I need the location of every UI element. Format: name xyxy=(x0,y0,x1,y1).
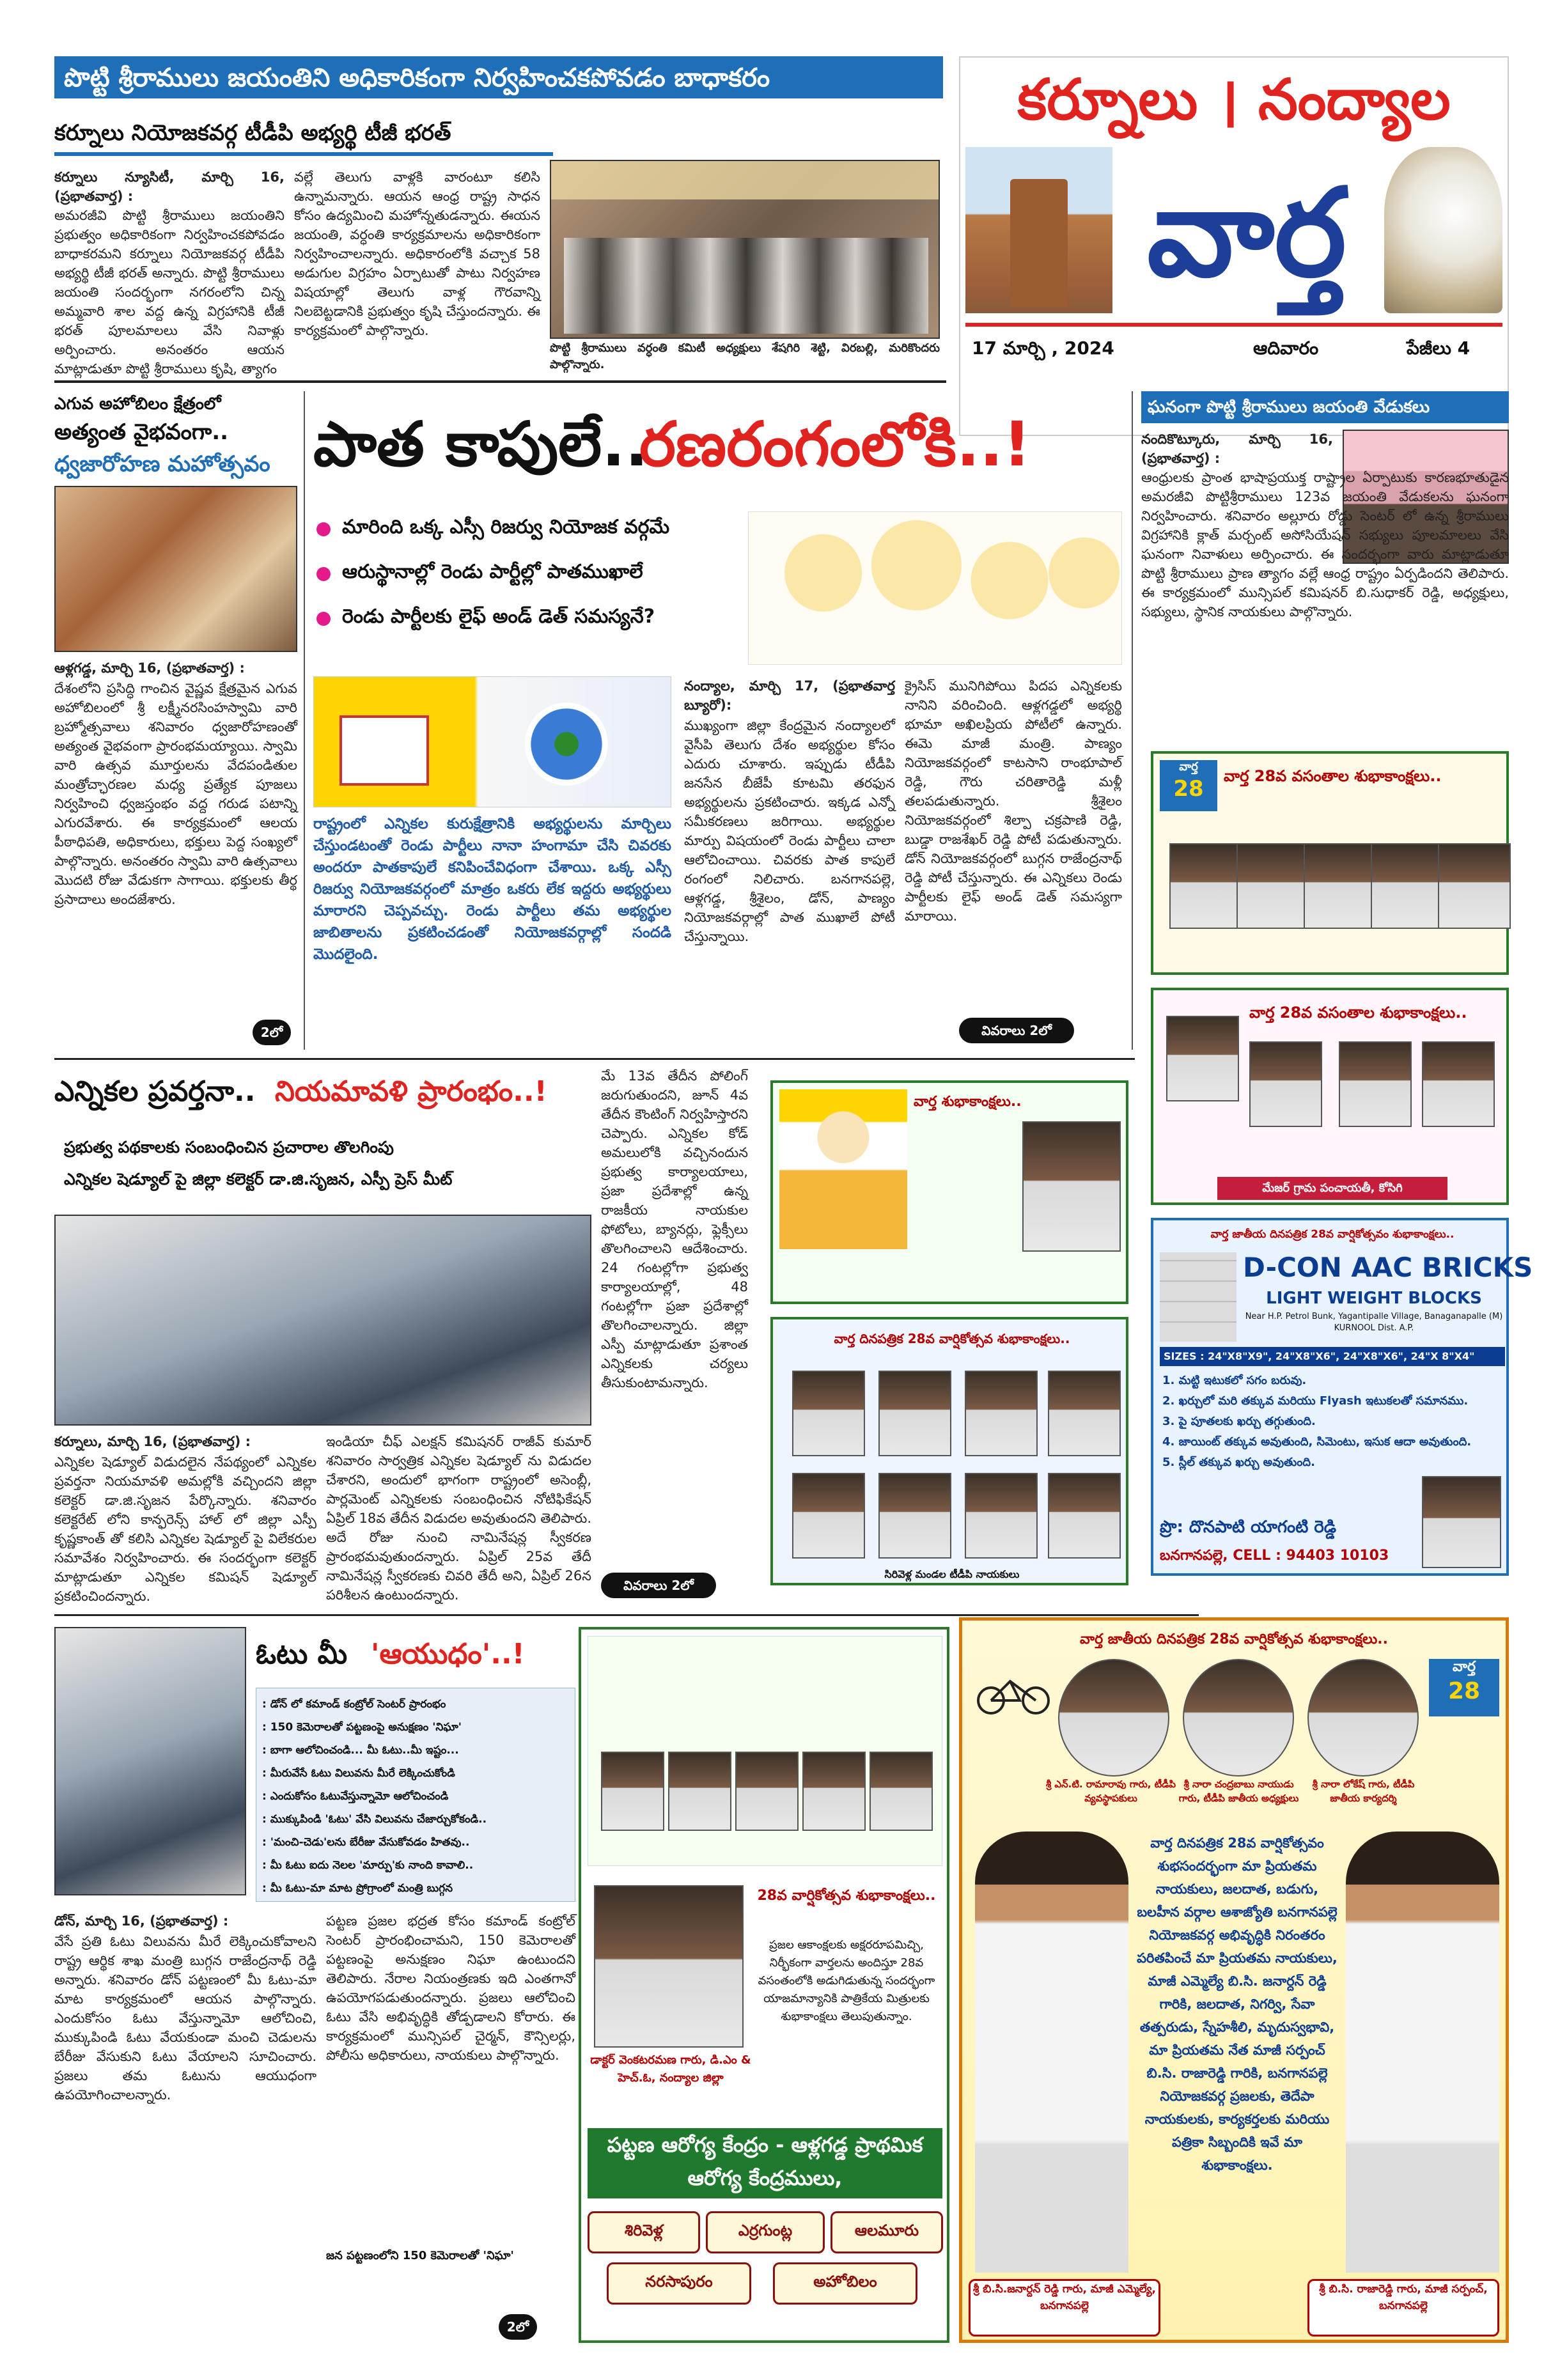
bricks-sizes: SIZES : 24"X8"X9", 24"X8"X6", 24"X8"X6", 24"X 8"X4" xyxy=(1160,1347,1505,1366)
big-badge xyxy=(1429,1659,1499,1716)
vote-headline-red: 'ఆయుధం'..! xyxy=(371,1638,525,1670)
bricks-point-3: 3. పై పూతలకు ఖర్చు తగ్గుతుంది. xyxy=(1162,1415,1316,1428)
ad1-person-2 xyxy=(1236,843,1309,929)
right-story-title: ఘనంగా పొట్టి శ్రీరాములు జయంతి వేడుకలు xyxy=(1141,391,1509,423)
top-banner-text: పొట్టి శ్రీరాములు జయంతిని అధికారికంగా నిర్వహించకపోవడం బాధాకరం xyxy=(64,63,770,93)
badge-text: వార్త xyxy=(1179,760,1198,774)
lead-dateline: నంద్యాల, మార్చి 17, (ప్రభాతవార్త బ్యూరో): xyxy=(684,678,895,713)
vote-subhead: జన పట్టణంలోని 150 కెమెరాలతో 'నిఘా' xyxy=(326,2249,514,2262)
top-divider xyxy=(54,380,946,383)
top-subhead-rule xyxy=(54,152,553,156)
big-message: వార్త దినపత్రిక 28వ వార్షికోత్సవం శుభసందర్భంగా మా ప్రియతమ నాయకులు, జలదాత, బడుగు, బలహీన వర్గాల ఆశాజ్యోతి బనగానపల్లె నియోజకవర్గ అభివృద్ధికి నిరంతరం పరితపించే మా ప్రియతమ నాయకులు, మాజీ ఎమ్మెల్యే బి.సి. జనార్దన్ రెడ్డి గారికి, జలదాత, నిగర్వి, సేవా తత్పరుడు, స్నేహశీలి, మృదుస్వభావి, మా ప్రియతమ నేత మాజీ సర్పంచ్ బి.సి. రాజారెడ్డి గారికి, బనగానపల్లె నియోజకవర్గ ప్రజలకు, తెదేపా నాయకులకు, కార్యకర్తలకు మరియు పత్రికా సిబ్బందికి ఇవే మా శుభాకాంక్షలు. xyxy=(1137,1835,1338,2173)
health-person-1 xyxy=(601,1752,664,1831)
ad-greetings-3 xyxy=(770,1080,1128,1304)
health-person-2 xyxy=(668,1752,731,1831)
vote-point-8: : మీ ఓటు ఐదు నెలల 'మార్పు'కు నాంది కావాలి.. xyxy=(262,1859,474,1872)
leader-caption-3: శ్రీ నారా లోకేష్ గారు, టీడీపి జాతీయ కార్యదర్శి xyxy=(1312,1778,1415,1804)
bricks-point-2: 2. ఖర్చులో మరి తక్కువ మరియు Flyash ఇటుకలతో సమానము. xyxy=(1162,1394,1469,1408)
bricks-point-5: 5. స్లీల్ తక్కువ ఖర్చు అవుతుంది. xyxy=(1162,1456,1315,1469)
ad4-person-1 xyxy=(792,1371,865,1456)
ad4-person-3 xyxy=(965,1371,1038,1456)
col-rule-left xyxy=(304,391,305,1050)
big-caption-right: శ్రీ బి.సి. రాజారెడ్డి గారు, మాజీ సర్పంచ్, బనగానపల్లె xyxy=(1307,2279,1499,2337)
election-headline-red: నియమావళి ప్రారంభం..! xyxy=(275,1075,547,1108)
health-place-4: నరసాపురం xyxy=(607,2262,751,2305)
health-top-greetings xyxy=(588,1636,942,1866)
top-story-dateline: కర్నూలు న్యూసిటీ, మార్చి 16, (ప్రభాతవార్త) : xyxy=(54,169,285,204)
bullet-dot xyxy=(316,522,331,536)
health-person-4 xyxy=(802,1752,866,1831)
vaartha-badge xyxy=(1160,760,1217,811)
election-top-rule xyxy=(54,1058,1135,1060)
ad2-person-4 xyxy=(1422,1041,1495,1127)
big-badge-num: 28 xyxy=(1447,1678,1481,1704)
left-body: దేశంలోని ప్రసిద్ధి గాంచిన వైష్ణవ క్షేత్రమైన ఎగువ అహోబిలంలో శ్రీ లక్ష్మీనరసింహస్వామి వారి బ్రహ్మోత్సవాలు శనివారం ధ్వజారోహణంతో అత్యంత వైభవంగా ప్రారంభమయ్యాయి. స్వామి వారి ఉత్సవ మూర్తులను వేదపండితుల మంత్రోచ్ఛారణల మధ్య ప్రత్యేక పూజలు నిర్వహించి ధ్వజస్తంభం వద్ద గరుడ పటాన్ని ఎగురవేశారు. ఈ కార్యక్రమంలో ఆలయ పీఠాధిపతి, అధికారులు, భక్తులు పెద్ద సంఖ్యలో పాల్గొన్నారు. అనంతరం స్వామి వారి ఉత్సవాలు మొదటి రోజు వేడుకగా సాగాయి. భక్తులకు తీర్థ ప్రసాదాలు అందజేశారు. xyxy=(54,681,297,907)
left-kicker: ఎగువ అహోబిలం క్షేత్రంలో xyxy=(54,394,221,414)
bricks-owner: ప్రొ: దొనపాటి యాగంటి రెడ్డి xyxy=(1160,1518,1336,1537)
bricks-cell[interactable]: బనగానపల్లె, CELL : 94403 10103 xyxy=(1160,1548,1389,1564)
vote-point-1: : డోన్ లో కమాండ్ కంట్రోల్ సెంటర్ ప్రారంభం xyxy=(262,1698,446,1711)
ad-dcon-bricks xyxy=(1151,1218,1533,1576)
right-body: ఆంధ్రులకు ప్రాంత భాషాప్రయుక్త రాష్ట్రాల ఏర్పాటుకు కారణభూతుడైన అమరజీవి పొట్టిశ్రీరాములు 123వ జయంతి వేడుకలను ఘనంగా నిర్వహించారు. శనివారం అల్లూరు రోడ్డు సెంటర్ లో ఉన్న శ్రీరాములు విగ్రహానికి క్లాత్ మర్చంట్ అసోసియేషన్ సభ్యులు పూలమాలలు వేసి ఘనంగా నివాళులు అర్పించారు. ఈ సందర్భంగా వారు మాట్లాడుతూ పొట్టి శ్రీరాములు ప్రాణ త్యాగం వల్లే ఆంధ్ర రాష్ట్రం ఏర్పడిందని తెలిపారు. ఈ కార్యక్రమంలో మున్సిపల్ కమిషనర్ బి.సుధాకర్ రెడ్డి, అధ్యక్షులు, సభ్యులు, స్థానిక నాయకులు పాల్గొన్నారు. xyxy=(1141,470,1509,619)
col-rule-right xyxy=(1132,391,1133,1050)
leader-caption-2: శ్రీ నారా చంద్రబాబు నాయుడు గారు, టీడీపి జాతీయ అధ్యక్షులు xyxy=(1178,1778,1299,1804)
vote-photo xyxy=(54,1627,246,1895)
health-person-3 xyxy=(735,1752,799,1831)
vote-more[interactable]: 2లో xyxy=(499,2314,537,2340)
election-dateline: కర్నూలు, మార్చి 16, (ప్రభాతవార్త) : xyxy=(54,1434,251,1449)
lead-party-graphic xyxy=(313,676,671,807)
leader-cbn-photo xyxy=(1183,1659,1294,1777)
ad2-person-2 xyxy=(1249,1041,1322,1127)
ad4-footer: సిరివెళ్ల మండల టీడీపి నాయకులు xyxy=(884,1568,1020,1580)
ad1-person-5 xyxy=(1438,843,1511,929)
big-person-right xyxy=(1346,1832,1499,2273)
election-headline-black: ఎన్నికల ప్రవర్తనా.. xyxy=(54,1075,256,1108)
ad4-person-2 xyxy=(878,1371,951,1456)
bricks-sub: LIGHT WEIGHT BLOCKS xyxy=(1266,1289,1482,1308)
ad3-person xyxy=(1022,1121,1121,1252)
health-title: 28వ వార్షికోత్సవ శుభాకాంక్షలు.. xyxy=(757,1888,936,1904)
ad4-person-5 xyxy=(792,1473,865,1559)
vote-point-2: : 150 కెమెరాలతో పట్టణంపై అనుక్షణం 'నిఘా' xyxy=(262,1721,462,1734)
lead-blue-summary: రాష్ట్రంలో ఎన్నికల కురుక్షేత్రానికి అభ్యర్థులను మార్చిలు చేస్తుండటంతో రెండు పార్టీలు నానా హంగామా చేసి చివరకు అందరూ పాతకాపులే కనిపించేవిధంగా చేశాయి. ఒక్క ఎస్సీ రిజర్వు నియోజకవర్గంలో మాత్రం ఒకరు లేక ఇద్దరు అభ్యర్థులు మారారని చెప్పవచ్చు. రెండు పార్టీలు తమ అభ్యర్థుల జాబితాలను ప్రకటించడంతో నియోజకవర్గాల్లో సందడి మొదలైంది. xyxy=(313,816,671,963)
top-story-col1: అమరజీవి పొట్టి శ్రీరాములు జయంతిని ప్రభుత్వం అధికారికంగా నిర్వహించకపోవడం బాధాకరమని కర్నూలు నియోజకవర్గ టీడీపి అభ్యర్థి టీజీ భరత్ అన్నారు. పొట్టి శ్రీరాములు జయంతి సందర్భంగా నగరంలోని చిన్న అమ్మవారి శాల వద్ద ఉన్న విగ్రహానికి టీజీ భరత్ పూలమాలలు వేసి నివాళ్లు అర్పించారు. అనంతరం ఆయన మాట్లాడుతూ పొట్టి శ్రీరాములు కృషి, త్యాగం xyxy=(54,208,285,377)
top-story-col2: వల్లే తెలుగు వాళ్లకి వారంటూ కలిసి ఉన్నామన్నారు. ఆయన ఆంధ్ర రాష్ట్ర సాధన కోసం ఉద్యమించి మహోన్నతుడన్నారు. ఈయన జయంతి, వర్ధంతి కార్యక్రమాలను అధికారికంగా నిర్వహించాలన్నారు. అధికారంలోకి వచ్చాక 58 అడుగుల విగ్రహం ఏర్పాటుతో పాటు నిర్వహణ విషయాల్లో తెలుగు వాళ్ల గౌరవాన్ని నిలబెట్టడానికి ప్రభుత్వం కృషి చేస్తుందన్నారు. ఈ కార్యక్రమంలో పాల్గొన్నారు. xyxy=(294,169,540,338)
ad4-person-8 xyxy=(1048,1473,1121,1559)
election-photo xyxy=(54,1215,591,1426)
leader-ntr-photo xyxy=(1058,1659,1169,1777)
ad1-person-3 xyxy=(1304,843,1377,929)
ad1-person-1 xyxy=(1169,843,1242,929)
vote-point-7: : 'మంచి-చెడు'లను బేరీజు వేసుకోవడం హితవు.. xyxy=(262,1836,470,1849)
leader-lokesh-photo xyxy=(1307,1659,1419,1777)
ad2-title: వార్త 28వ వసంతాల శుభాకాంక్షలు.. xyxy=(1249,1004,1467,1022)
left-title1: అత్యంత వైభవంగా.. xyxy=(54,419,229,445)
ad2-footer: మేజర్ గ్రామ పంచాయతీ, కోసిగి xyxy=(1217,1177,1447,1200)
big-caption-left: శ్రీ బి.సి.జనార్దన్ రెడ్డి గారు, మాజీ ఎమ్మెల్యే, బనగానపల్లె xyxy=(969,2279,1160,2337)
fan-graphic xyxy=(525,703,608,786)
lead-bullet-3 xyxy=(316,601,751,637)
vote-point-3: : బాగా ఆలోచించండి... మీ ఓటు..మీ ఇష్టం... xyxy=(262,1744,459,1757)
election-col1: ఎన్నికల షెడ్యూల్ విడుదలైన నేపథ్యంలో ఎన్నికల ప్రవర్తనా నియమావళి అమల్లోకి వచ్చిందని జిల్లా కలెక్టర్ డా.జి.సృజన పేర్కొన్నారు. శనివారం కలెక్టరేట్ లోని కాన్ఫరెన్స్ హాల్ లో జిల్లా ఎస్పీ కృష్ణకాంత్ తో కలిసి ఎన్నికల షెడ్యూల్ పై విలేకరుల సమావేశం నిర్వహించారు. ఈ సందర్భంగా కలెక్టర్ మాట్లాడుతూ ఎన్నికల కమిషన్ షెడ్యూల్ ప్రకటించిందన్నారు. xyxy=(54,1454,316,1604)
masthead-logo-fort xyxy=(965,147,1112,313)
bricks-point-4: 4. జాయింట్ తక్కువ అవుతుంది, సిమెంటు, ఇసుక ఆదా అవుతుంది. xyxy=(1162,1435,1472,1449)
health-place-5: అహోబిలం xyxy=(773,2262,917,2305)
ad-greetings-1 xyxy=(1151,751,1509,975)
ad4-person-4 xyxy=(1048,1371,1121,1456)
left-story-photo xyxy=(54,486,297,652)
bullet-dot xyxy=(316,612,331,626)
ad1-title: వార్త 28వ వసంతాల శుభాకాంక్షలు.. xyxy=(1224,767,1442,785)
ad2-person-1 xyxy=(1166,1016,1239,1101)
masthead-date: 17 మార్చి , 2024 xyxy=(972,338,1114,359)
election-point-2: ఎన్నికల షెడ్యూల్ పై జిల్లా కలెక్టర్ డా.జి.సృజన, ఎస్పీ ప్రెస్ మీట్ xyxy=(64,1170,453,1188)
bricks-title: D-CON AAC BRICKS xyxy=(1243,1252,1533,1283)
health-place-2: ఎర్రగుంట్ల xyxy=(706,2211,825,2253)
election-col2: ఇండియా చీఫ్ ఎలక్షన్ కమిషనర్ రాజీవ్ కుమార్ శనివారం సార్వత్రిక ఎన్నికల షెడ్యూల్ ను విడుదల చేశారని, అందులో భాగంగా రాష్ట్రంలో అసెంబ్లీ, పార్లమెంట్ ఎన్నికలకు సంబంధించిన నోటిఫికేషన్ ఏప్రిల్ 18వ తేదీన విడుదల అవుతుందని తెలిపారు. అదే రోజు నుంచి నామినేషన్ల స్వీకరణ ప్రారంభమవుతుందన్నారు. ఏప్రిల్ 25వ తేదీ నామినేషన్ల స్వీకరణకు చివరి తేదీ అని, ఏప్రిల్ 26న పరిశీలన ఉంటుందన్నారు. xyxy=(326,1434,591,1603)
crowd-in-photo xyxy=(564,238,928,334)
top-subhead: కర్నూలు నియోజకవర్గ టీడీపి అభ్యర్థి టీజీ భరత్ xyxy=(54,120,451,146)
health-person-5 xyxy=(870,1752,933,1831)
lead-bullet-2 xyxy=(316,556,751,592)
vote-point-6: : ముక్కుపిండి 'ఓటు' వేసి విలువను చేజార్చుకోకండి.. xyxy=(262,1813,487,1826)
badge-num: 28 xyxy=(1173,776,1204,802)
ad1-person-4 xyxy=(1371,843,1444,929)
left-title2: ధ్వజారోహణ మహోత్సవం xyxy=(54,451,270,477)
ad-health xyxy=(579,1627,949,2343)
fort-tower xyxy=(1010,179,1068,307)
ad4-title: వార్త దినపత్రిక 28వ వార్షికోత్సవ శుభాకాంక్షలు.. xyxy=(834,1331,1070,1346)
lead-cartoon xyxy=(748,511,1122,665)
ad-banaganapalle xyxy=(959,1617,1509,2343)
banner-in-photo xyxy=(551,161,939,199)
lead-more[interactable]: వివరాలు 2లో xyxy=(959,1018,1074,1043)
leader-caption-1: శ్రీ ఎన్.టి. రామారావు గారు, టీడీపి వ్యవస్థాపకులు xyxy=(1045,1778,1176,1804)
bricks-owner-photo xyxy=(1422,1476,1501,1568)
top-photo-caption: పొట్టి శ్రీరాములు వర్ధంతి కమిటీ అధ్యక్షులు శేషగిరి శెట్టి, విరబల్లి, మరికొందరు పాల్గొన్నారు. xyxy=(550,341,940,371)
house-graphic xyxy=(339,715,429,786)
paper-name: వార్త xyxy=(1147,162,1346,304)
vote-point-4: : మీరువేసే ఓటు విలువను మీరే లెక్కించుకోండి xyxy=(262,1767,455,1780)
cycle-icon-svg xyxy=(975,1665,1052,1716)
lead-bullet-1 xyxy=(316,511,751,547)
lead-col1: ముఖ్యంగా జిల్లా కేంద్రమైన నంద్యాలలో వైసీపి తెలుగు దేశం అభ్యర్థుల కోసం ఎదురు చూశారు. ఇప్పుడు టీడీపి జనసేన బీజేపీ కూటమి తరఫున అభ్యర్థులను ప్రకటించారు. ఇక్కడ ఎన్నో సమీకరణలు జరిగాయి. అభ్యర్థుల మార్పు విషయంలో రెండు పార్టీలు చాలా ఆలోచించాయి. చివరకు పాత కాపులే రంగంలో నిలిచారు. బనగానపల్లె, ఆళ్లగడ్డ, శ్రీశైలం, డోన్, పాణ్యం నియోజకవర్గాల్లో పాత ముఖాలే పోటీ చేస్తున్నాయి. xyxy=(684,718,895,944)
bullet-text: మారింది ఒక్క ఎస్సీ రిజర్వు నియోజక వర్గమే xyxy=(342,516,670,538)
vote-point-9: : మీ ఓటు-మా మాట ప్రోగ్రాంలో మంత్రి బుగ్గన xyxy=(262,1882,453,1895)
health-banner: పట్టణ ఆరోగ్య కేంద్రం - ఆళ్లగడ్డ ప్రాథమిక ఆరోగ్య కేంద్రములు, xyxy=(588,2128,942,2198)
vote-top-rule xyxy=(54,1614,1199,1616)
big-person-left xyxy=(975,1832,1128,2273)
left-dateline: ఆళ్లగడ్డ, మార్చి 16, (ప్రభాతవార్త) : xyxy=(54,660,245,676)
ad2-person-3 xyxy=(1339,1041,1412,1127)
ad-greetings-4 xyxy=(770,1317,1128,1585)
right-dateline: నందికొట్కూరు, మార్చి 16, (ప్రభాతవార్త) : xyxy=(1141,432,1333,466)
vote-headline-black: ఓటు మీ xyxy=(256,1638,348,1670)
ad4-person-7 xyxy=(965,1473,1038,1559)
big-badge-text: వార్త xyxy=(1452,1659,1476,1675)
vote-point-5: : ఎందుకోసం ఓటువేస్తున్నామో ఆలోచించండి xyxy=(262,1790,449,1803)
edition-title: కర్నూలు । నంద్యాల xyxy=(1017,66,1451,132)
bricks-stack-graphic xyxy=(1160,1252,1236,1342)
ad-greetings-2 xyxy=(1151,988,1509,1205)
ad4-person-6 xyxy=(878,1473,951,1559)
vote-col2: పట్టణ ప్రజల భద్రత కోసం కమాండ్ కంట్రోల్ సెంటర్ ప్రారంభించామని, 150 కెమెరాలతో పట్టణంపై అనుక్షణం నిఘా ఉంటుందని తెలిపారు. నేరాల నియంత్రణకు ఇది ఎంతగానో ఉపయోగపడుతుందన్నారు. ప్రజలు ఆలోచించి ఓటు వేసి అభివృద్ధికి తోడ్పడాలని కోరారు. ఈ కార్యక్రమంలో మున్సిపల్ చైర్మన్, కౌన్సిలర్లు, పోలీసు అధికారులు, నాయకులు పాల్గొన్నారు. xyxy=(326,1913,575,2063)
bricks-header: వార్త జాతీయ దినపత్రిక 28వ వార్షికోత్సవం శుభాకాంక్షలు.. xyxy=(1210,1228,1455,1241)
election-more[interactable]: వివరాలు 2లో xyxy=(601,1573,716,1598)
bricks-point-1: 1. మట్టి ఇటుకలో సగం బరువు. xyxy=(1162,1374,1307,1387)
big-header: వార్త జాతీయ దినపత్రిక 28వ వార్షికోత్సవ శుభాకాంక్షలు.. xyxy=(1080,1631,1388,1647)
masthead-rule xyxy=(965,323,1502,327)
cycle-icon xyxy=(975,1665,1052,1716)
bullet-text: రెండు పార్టీలకు లైఫ్ అండ్ డెత్ సమస్యనే? xyxy=(342,605,655,628)
health-msg: ప్రజల ఆకాంక్షలకు అక్షరరూపమిచ్చి, నిర్భీకంగా వార్తలను అందిస్తూ 28వ వసంతంలోకి అడుగిడుతున్న సందర్భంగా యాజమాన్యానికి పాత్రికేయ మిత్రులకు శుభాకాంక్షలు తెలుపుతున్నాం. xyxy=(758,1938,935,2023)
masthead-page: పేజీలు 4 xyxy=(1407,338,1470,359)
top-story-photo xyxy=(550,160,940,339)
left-more[interactable]: 2లో xyxy=(253,1020,291,1045)
vote-dateline: డోన్, మార్చి 16, (ప్రభాతవార్త) : xyxy=(54,1913,229,1929)
bricks-addr: Near H.P. Petrol Bunk, Yagantipalle Village, Banaganapalle (M) KURNOOL Dist. A.P. xyxy=(1245,1312,1503,1333)
bullet-text: ఆరుస్థానాల్లో రెండు పార్టీల్లో పాతముఖాలే xyxy=(342,561,643,583)
lead-headline-black: పాత కాపులే.. xyxy=(313,408,649,480)
masthead-logo-nandi xyxy=(1384,147,1502,313)
health-place-3: ఆలమూరు xyxy=(831,2211,943,2253)
election-col3: మే 13వ తేదీన పోలింగ్ జరుగుతుందని, జూన్ 4వ తేదీన కౌంటింగ్ నిర్వహిస్తారని చెప్పారు. ఎన్నికల కోడ్ అమలులోకి వచ్చినందున ప్రభుత్వ కార్యాలయాలు, ప్రజా ప్రదేశాల్లో ఉన్న రాజకీయ నాయకుల ఫోటోలు, బ్యానర్లు, ఫ్లెక్సీలు తొలగించాలని ఆదేశించారు. 24 గంటల్లోగా ప్రభుత్వ కార్యాలయాల్లో, 48 గంటల్లోగా ప్రజా ప్రదేశాల్లో తొలగించాలన్నారు. జిల్లా ఎస్పీ మాట్లాడుతూ ప్రశాంత ఎన్నికలకు చర్యలు తీసుకుంటామన్నారు. xyxy=(601,1068,748,1390)
masthead-day: ఆదివారం xyxy=(1253,338,1319,359)
bullet-dot xyxy=(316,567,331,581)
health-place-1: శిరివెళ్ల xyxy=(588,2211,700,2253)
ad3-title: వార్త శుభాకాంక్షలు.. xyxy=(914,1094,1022,1110)
election-point-1: ప్రభుత్వ పథకాలకు సంబంధించిన ప్రచారాల తొలగింపు xyxy=(64,1138,394,1156)
health-doctor: డాక్టర్ వెంకటరమణ గారు, డి.ఎం & హెచ్.ఓ, నంద్యాల జిల్లా xyxy=(590,2053,751,2085)
lead-headline-red: రణరంగంలోకి..! xyxy=(639,408,1031,480)
vote-col1: వేసే ప్రతి ఓటు విలువను మీరే లెక్కించుకోవాలని రాష్ట్ర ఆర్థిక శాఖ మంత్రి బుగ్గన రాజేంద్రనాథ్ రెడ్డి అన్నారు. శనివారం డోన్ పట్టణంలో మీ ఓటు-మా మాట కార్యక్రమంలో ఆయన పాల్గొన్నారు. ఎందుకోసం ఓటు వేస్తున్నామో ఆలోచించి, ముక్కుపిండి ఓటు వేయకుండా మంచి చెడులను బేరీజు వేసుకుని ఓటు వేయాలని సూచించారు. ప్రజలు తమ ఓటును ఆయుధంగా ఉపయోగించాలన్నారు. xyxy=(54,1934,316,2103)
sage-graphic xyxy=(779,1089,907,1249)
health-doctor-photo xyxy=(594,1885,744,2048)
lead-col2: క్రైసిస్ మునిగిపోయి పిదప ఎన్నికలకు నానిని వరించింది. ఆళ్లగడ్డలో అభ్యర్థి భూమా అఖిలప్రియ పోటీలో ఉన్నారు. ఈమె మాజీ మంత్రి. పాణ్యం నియోజకవర్గంలో కాటసాని రాంభూపాల్ రెడ్డి, గౌరు చరితారెడ్డి మళ్లీ తలపడుతున్నారు. శ్రీశైలం నియోజకవర్గంలో శిల్పా చక్రపాణి రెడ్డి, బుడ్డా రాజశేఖర్ రెడ్డి పోటీ పడుతున్నారు. డోన్ నియోజకవర్గంలో బుగ్గన రాజేంద్రనాథ్ రెడ్డి పోటీ చేస్తున్నారు. ఈ ఎన్నికలు రెండు పార్టీలకు లైఫ్ అండ్ డెత్ సమస్యగా మారాయి. xyxy=(905,678,1122,924)
